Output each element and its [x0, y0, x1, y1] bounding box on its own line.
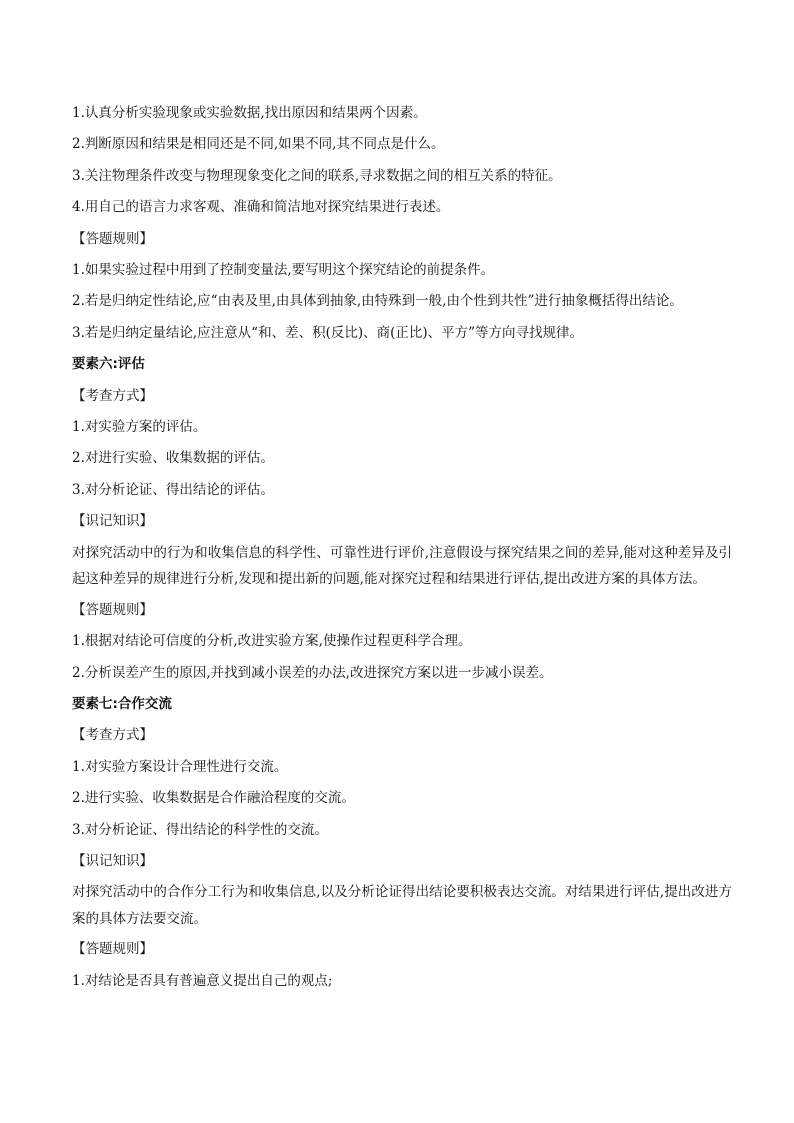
section5-rule-3: 3.若是归纳定量结论,应注意从“和、差、积(反比)、商(正比)、平方”等方向寻找规律。 [72, 324, 584, 341]
section6-method-2: 2.对进行实验、收集数据的评估。 [72, 450, 274, 467]
section7-method-2: 2.进行实验、收集数据是合作融洽程度的交流。 [72, 790, 355, 807]
analysis-step-3: 3.关注物理条件改变与物理现象变化之间的联系,寻求数据之间的相互关系的特征。 [72, 167, 562, 184]
section7-rule-1: 1.对结论是否具有普遍意义提出自己的观点; [72, 972, 333, 989]
section7-knowledge-text: 对探究活动中的合作分工行为和收集信息,以及分析论证得出结论要积极表达交流。对结果进行评估,提出改进方案的具体方法要交流。 [72, 884, 732, 927]
section7-method-label: 【考查方式】 [72, 727, 153, 744]
section6-rule-2: 2.分析误差产生的原因,并找到减小误差的办法,改进探究方案以进一步减小误差。 [72, 664, 553, 681]
section6-rule-1: 1.根据对结论可信度的分析,改进实验方案,使操作过程更科学合理。 [72, 633, 472, 650]
section7-rules-label: 【答题规则】 [72, 941, 153, 958]
analysis-step-4: 4.用自己的语言力求客观、准确和简洁地对探究结果进行表述。 [72, 199, 450, 216]
section7-method-1: 1.对实验方案设计合理性进行交流。 [72, 758, 288, 775]
analysis-step-2: 2.判断原因和结果是相同还是不同,如果不同,其不同点是什么。 [72, 136, 445, 153]
section6-knowledge-text: 对探究活动中的行为和收集信息的科学性、可靠性进行评价,注意假设与探究结果之间的差异,能对这种差异及引起这种差异的规律进行分析,发现和提出新的问题,能对探究过程和结果进行评估,提出改进方案的具体方法。 [72, 544, 732, 588]
section7-method-3: 3.对分析论证、得出结论的科学性的交流。 [72, 821, 328, 838]
section5-rule-2: 2.若是归纳定性结论,应“由表及里,由具体到抽象,由特殊到一般,由个性到共性”进行抽象概括得出结论。 [72, 293, 683, 310]
section7-title: 要素七:合作交流 [72, 695, 172, 712]
section5-rules-label: 【答题规则】 [72, 230, 153, 247]
section6-method-label: 【考查方式】 [72, 387, 153, 404]
section6-method-1: 1.对实验方案的评估。 [72, 419, 207, 436]
section7-knowledge-label: 【识记知识】 [72, 852, 153, 869]
section6-method-3: 3.对分析论证、得出结论的评估。 [72, 481, 274, 498]
analysis-step-1: 1.认真分析实验现象或实验数据,找出原因和结果两个因素。 [72, 105, 427, 121]
section6-rules-label: 【答题规则】 [72, 601, 153, 618]
section5-rule-1: 1.如果实验过程中用到了控制变量法,要写明这个探究结论的前提条件。 [72, 262, 495, 279]
document-page [72, 98, 732, 997]
section6-title: 要素六:评估 [72, 356, 145, 373]
section6-knowledge-label: 【识记知识】 [72, 513, 153, 530]
